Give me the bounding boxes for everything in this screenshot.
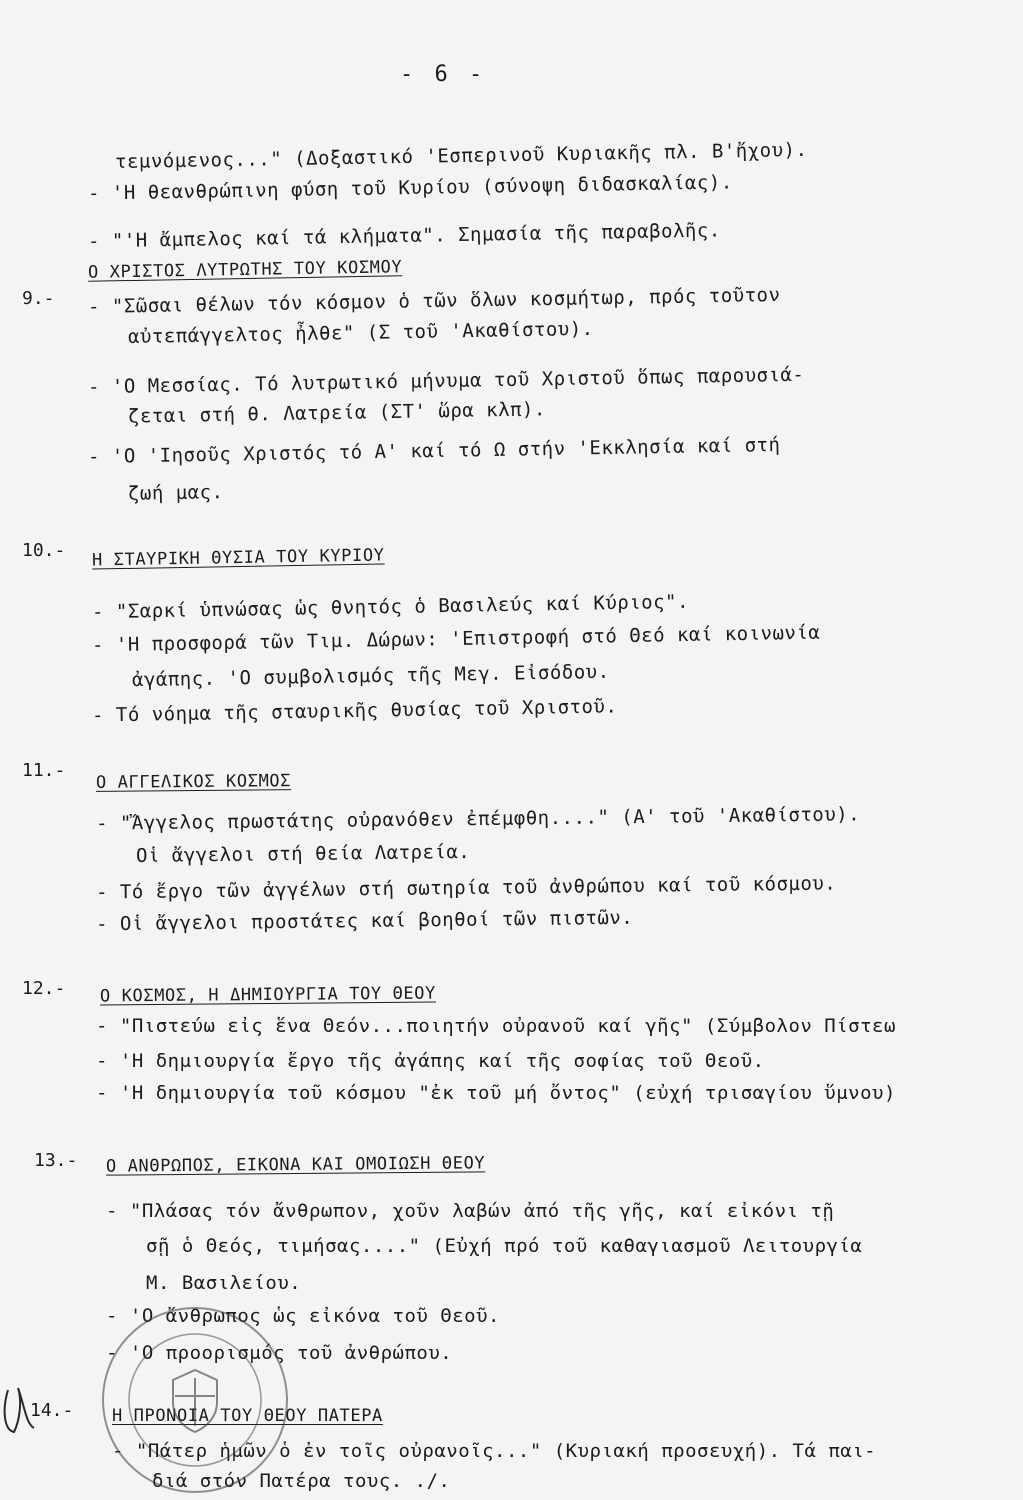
section-title: Ο ΑΓΓΕΛΙΚΟΣ ΚΟΣΜΟΣ xyxy=(95,771,292,793)
section-line: - 'Ο ἄνθρωπος ὡς εἰκόνα τοῦ Θεοῦ. xyxy=(106,1305,500,1327)
intro-line: τεμνόμενος..." (Δοξαστικό 'Εσπερινοῦ Κυριακῆς πλ. Β'ἤχου). xyxy=(114,138,808,174)
section-line: - "Σῶσαι θέλων τόν κόσμον ὁ τῶν ὅλων κοσμήτωρ, πρός τοῦτον xyxy=(87,283,781,319)
signature-icon xyxy=(0,1380,40,1440)
section-line: - "Πιστεύω εἰς ἕνα Θεόν...ποιητήν οὐρανοῦ καί γῆς" (Σύμβολον Πίστεω xyxy=(96,1015,896,1037)
section-line: - "Σαρκί ὑπνώσας ὡς θνητός ὁ Βασιλεύς καί Κύριος". xyxy=(91,590,690,624)
section-line: σῇ ὁ Θεός, τιμήσας...." (Εὐχή πρό τοῦ καθαγιασμοῦ Λειτουργία xyxy=(146,1235,863,1257)
section-line: - Τό ἔργο τῶν ἀγγέλων στή σωτηρία τοῦ ἀνθρώπου καί τοῦ κόσμου. xyxy=(95,872,837,904)
section-line: Οἱ ἄγγελοι στή θεία Λατρεία. xyxy=(135,840,471,868)
section-line: διά στόν Πατέρα τους. ./. xyxy=(152,1470,451,1492)
section-line: - 'Ο 'Ιησοῦς Χριστός τό Α' καί τό Ω στήν 'Εκκλησία καί στή xyxy=(87,433,781,469)
section-title: Ο ΚΟΣΜΟΣ, Η ΔΗΜΙΟΥΡΓΙΑ ΤΟΥ ΘΕΟΥ xyxy=(99,983,436,1007)
section-title: Η ΣΤΑΥΡΙΚΗ ΘΥΣΙΑ ΤΟΥ ΚΥΡΙΟΥ xyxy=(91,545,385,571)
intro-line: - 'Η θεανθρώπινη φύση τοῦ Κυρίου (σύνοψη διδασκαλίας). xyxy=(87,171,733,205)
section-number: 11.- xyxy=(22,760,66,781)
section-number: 13.- xyxy=(34,1150,78,1171)
section-number: 10.- xyxy=(22,540,66,561)
section-title: Η ΠΡΟΝΟΙΑ ΤΟΥ ΘΕΟΥ ΠΑΤΕΡΑ xyxy=(112,1406,383,1426)
section-line: ἀγάπης. 'Ο συμβολισμός τῆς Μεγ. Εἰσόδου. xyxy=(131,660,610,692)
section-line: - 'Η δημιουργία τοῦ κόσμου "ἐκ τοῦ μή ὄντος" (εὐχή τρισαγίου ὕμνου) xyxy=(96,1082,896,1104)
section-line: - 'Η δημιουργία ἔργο τῆς ἀγάπης καί τῆς σοφίας τοῦ Θεοῦ. xyxy=(96,1050,765,1072)
section-title: Ο ΧΡΙΣΤΟΣ ΛΥΤΡΩΤΗΣ ΤΟΥ ΚΟΣΜΟΥ xyxy=(87,257,403,283)
section-title: Ο ΑΝΘΡΩΠΟΣ, ΕΙΚΟΝΑ ΚΑΙ ΟΜΟΙΩΣΗ ΘΕΟΥ xyxy=(105,1153,486,1177)
section-number: 12.- xyxy=(22,978,66,999)
section-line: - Οἱ ἄγγελοι προστάτες καί βοηθοί τῶν πιστῶν. xyxy=(95,906,634,936)
section-line: - "Ἄγγελος πρωστάτης οὐρανόθεν ἐπέμφθη...." (Α' τοῦ 'Ακαθίστου). xyxy=(95,803,861,835)
official-stamp-icon xyxy=(95,1300,295,1500)
intro-line: - "'Η ἄμπελος καί τά κλήματα". Σημασία τῆς παραβολῆς. xyxy=(87,219,721,253)
section-line: ζεται στή θ. Λατρεία (ΣΤ' ὥρα κλπ). xyxy=(127,398,547,428)
section-line: Μ. Βασιλείου. xyxy=(146,1272,302,1294)
section-line: - 'Η προσφορά τῶν Τιμ. Δώρων: 'Επιστροφή στό Θεό καί κοινωνία xyxy=(91,621,821,657)
section-line: αὐτεπάγγελτος ἦλθε" (Σ τοῦ 'Ακαθίστου). xyxy=(127,317,594,349)
section-line: - "Πάτερ ἡμῶν ὁ ἐν τοῖς οὐρανοῖς..." (Κυριακή προσευχή). Τά παι- xyxy=(112,1440,877,1462)
page-number: - 6 - xyxy=(400,62,487,87)
section-line: - Τό νόημα τῆς σταυρικῆς θυσίας τοῦ Χριστοῦ. xyxy=(91,695,618,727)
section-number: 9.- xyxy=(22,288,55,309)
section-number: 14.- xyxy=(30,1400,74,1421)
section-line: - 'Ο Μεσσίας. Τό λυτρωτικό μήνυμα τοῦ Χριστοῦ ὅπως παρουσιά- xyxy=(87,363,805,399)
section-line: - 'Ο προορισμός τοῦ ἀνθρώπου. xyxy=(106,1342,453,1364)
section-line: - "Πλάσας τόν ἄνθρωπον, χοῦν λαβών ἀπό τῆς γῆς, καί εἰκόνι τῇ xyxy=(106,1200,835,1222)
section-line: ζωή μας. xyxy=(127,481,224,505)
